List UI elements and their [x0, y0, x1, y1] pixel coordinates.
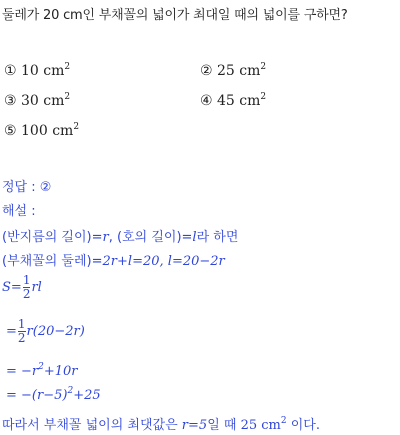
conclusion-text: 일 때: [207, 418, 237, 433]
area-rhs: rl: [31, 280, 42, 295]
half-fraction: [18, 318, 26, 345]
fraction-denominator: 2: [17, 331, 26, 345]
definition-line: [2, 226, 238, 245]
choice-number: ③: [4, 93, 17, 109]
choice-number: ⑤: [4, 123, 17, 139]
choice-exponent: 2: [260, 92, 267, 102]
step-exponent: 2: [38, 362, 44, 372]
choice-value: 100 cm: [21, 123, 74, 139]
step-2: [6, 364, 78, 379]
condition-expression: r=5: [181, 418, 208, 433]
choice-value: 25 cm: [217, 63, 261, 79]
step-expression: = −r: [6, 364, 39, 379]
step-1: [6, 318, 85, 345]
choice-value: 45 cm: [217, 93, 261, 109]
conclusion-text: 이다.: [290, 418, 320, 433]
answer-value: ②: [39, 180, 52, 195]
choice-3[interactable]: [4, 93, 70, 109]
explanation-label: 해설 :: [2, 204, 36, 219]
conclusion-text: 따라서 부채꼴 넓이의 최댓값은: [2, 418, 178, 433]
fraction-denominator: 2: [22, 287, 31, 301]
step-expression: +25: [73, 388, 101, 403]
choice-4[interactable]: [200, 93, 266, 109]
choice-exponent: 2: [260, 62, 267, 72]
definition-text: , (호의 길이)=: [108, 230, 193, 245]
perimeter-text: (부채꼴의 둘레)=: [2, 254, 103, 269]
choice-5[interactable]: [4, 123, 79, 139]
arc-symbol: l: [192, 230, 197, 245]
choice-1[interactable]: [4, 63, 70, 79]
choice-value: 30 cm: [21, 93, 65, 109]
choice-2[interactable]: [200, 63, 266, 79]
choice-exponent: 2: [64, 62, 71, 72]
arc-equation: l=20−2r: [167, 254, 225, 269]
choice-exponent: 2: [64, 92, 71, 102]
choice-value: 10 cm: [21, 63, 65, 79]
fraction-numerator: 1: [22, 273, 31, 287]
conclusion-line: [2, 414, 320, 433]
definition-text: (반지름의 길이)=: [2, 230, 103, 245]
definition-text: 라 하면: [196, 230, 239, 245]
half-fraction: [23, 274, 31, 301]
step-expression: +10r: [43, 364, 78, 379]
choice-number: ②: [200, 63, 213, 79]
step-exponent: 2: [67, 386, 74, 396]
fraction-numerator: 1: [17, 317, 26, 331]
step-expression: r(20−2r): [26, 324, 85, 339]
step-3: [6, 388, 101, 403]
area-lhs: S=: [2, 280, 22, 295]
max-area-exponent: 2: [280, 416, 287, 426]
radius-symbol: r: [102, 230, 109, 245]
choice-number: ①: [4, 63, 17, 79]
answer-label: 정답 :: [2, 180, 36, 195]
area-formula: [2, 274, 42, 301]
question-text: 둘레가 20 cm인 부채꼴의 넓이가 최대일 때의 넓이를 구하면?: [2, 8, 348, 23]
choice-exponent: 2: [73, 122, 80, 132]
choice-number: ④: [200, 93, 213, 109]
step-expression: = −(r−5): [6, 388, 68, 403]
perimeter-equation: 2r+l=20,: [102, 254, 164, 269]
max-area-value: 25 cm: [240, 418, 281, 433]
answer-line: [2, 176, 51, 195]
perimeter-line: [2, 250, 225, 269]
equals-sign: =: [6, 324, 17, 339]
